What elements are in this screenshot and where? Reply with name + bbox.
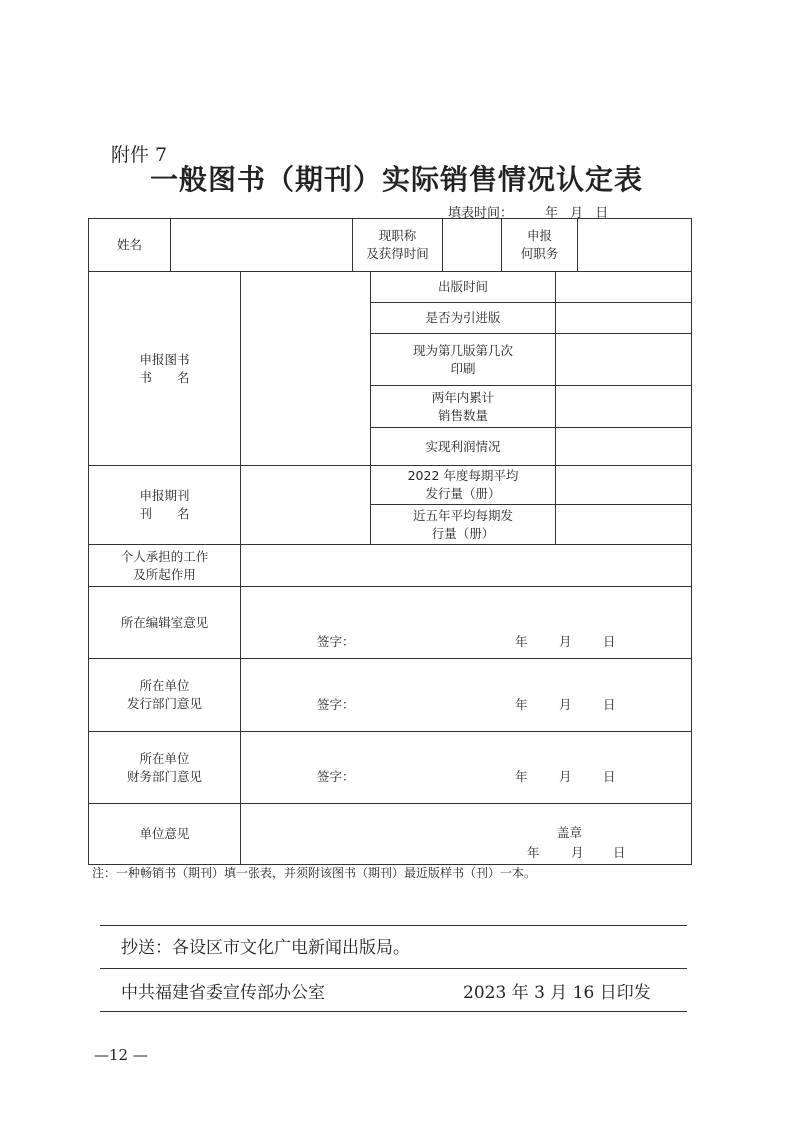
middle-divider <box>100 968 687 969</box>
post-input-cell[interactable] <box>578 219 692 272</box>
page-number: —12 — <box>94 1046 148 1064</box>
cc-line: 抄送：各设区市文化广电新闻出版局。 <box>121 938 410 958</box>
distribution-opinion-cell[interactable] <box>241 659 692 732</box>
issuer-name: 中共福建省委宣传部办公室 <box>121 983 325 1003</box>
book-row-input-cell[interactable] <box>556 303 692 334</box>
seal-label: 盖章 <box>557 825 583 840</box>
book-row-input-cell[interactable] <box>556 386 692 428</box>
book-row-label: 是否为引进版 <box>371 303 556 334</box>
document-title: 一般图书（期刊）实际销售情况认定表 <box>149 163 643 196</box>
bottom-divider <box>100 1011 687 1012</box>
book-row-input-cell[interactable] <box>556 428 692 466</box>
journal-label: 申报期刊 刊 名 <box>89 466 241 545</box>
year-label: 年 <box>515 769 528 784</box>
book-label: 申报图书 书 名 <box>89 272 241 466</box>
sign-label: 签字： <box>317 697 355 712</box>
book-row-input-cell[interactable] <box>556 272 692 303</box>
issue-date: 2023 年 3 月 16 日印发 <box>463 983 651 1003</box>
attachment-label: 附件 7 <box>111 144 168 166</box>
name-input-cell[interactable] <box>171 219 353 272</box>
book-name-input-cell[interactable] <box>241 272 371 466</box>
role-input-cell[interactable] <box>241 545 692 587</box>
journal-row-input-cell[interactable] <box>556 505 692 545</box>
sign-label: 签字： <box>317 769 355 784</box>
editorial-opinion-label: 所在编辑室意见 <box>89 587 241 659</box>
book-row-label: 实现利润情况 <box>371 428 556 466</box>
year-label: 年 <box>515 697 528 712</box>
top-divider <box>100 925 687 926</box>
fill-time-label: 填表时间： <box>448 206 514 221</box>
day-label: 日 <box>603 634 616 649</box>
finance-opinion-label: 所在单位 财务部门意见 <box>89 732 241 804</box>
role-label: 个人承担的工作 及所起作用 <box>89 545 241 587</box>
journal-row-label: 近五年平均每期发 行量（册） <box>371 505 556 545</box>
month-label: 月 <box>571 845 584 860</box>
month-label: 月 <box>559 634 572 649</box>
finance-opinion-cell[interactable] <box>241 732 692 804</box>
day-label: 日 <box>613 845 626 860</box>
distribution-opinion-label: 所在单位 发行部门意见 <box>89 659 241 732</box>
book-row-label: 现为第几版第几次 印刷 <box>371 334 556 386</box>
journal-row-label: 2022 年度每期平均 发行量（册） <box>371 466 556 505</box>
journal-row-input-cell[interactable] <box>556 466 692 505</box>
month-label: 月 <box>559 769 572 784</box>
title-label: 现职称 及获得时间 <box>353 219 443 272</box>
book-row-label: 出版时间 <box>371 272 556 303</box>
journal-name-input-cell[interactable] <box>241 466 371 545</box>
fill-date: 年 月 日 <box>545 206 609 221</box>
title-input-cell[interactable] <box>443 219 502 272</box>
book-row-input-cell[interactable] <box>556 334 692 386</box>
month-label: 月 <box>559 697 572 712</box>
year-label: 年 <box>527 845 540 860</box>
day-label: 日 <box>603 697 616 712</box>
post-label: 申报 何职务 <box>502 219 578 272</box>
book-row-label: 两年内累计 销售数量 <box>371 386 556 428</box>
editorial-opinion-cell[interactable] <box>241 587 692 659</box>
day-label: 日 <box>603 769 616 784</box>
sign-label: 签字： <box>317 634 355 649</box>
unit-opinion-cell[interactable] <box>241 804 692 865</box>
form-note: 注：一种畅销书（期刊）填一张表，并须附该图书（期刊）最近版样书（刊）一本。 <box>92 866 537 880</box>
name-label: 姓名 <box>89 219 171 272</box>
unit-opinion-label: 单位意见 <box>89 804 241 865</box>
year-label: 年 <box>515 634 528 649</box>
sales-form-table <box>88 218 692 865</box>
